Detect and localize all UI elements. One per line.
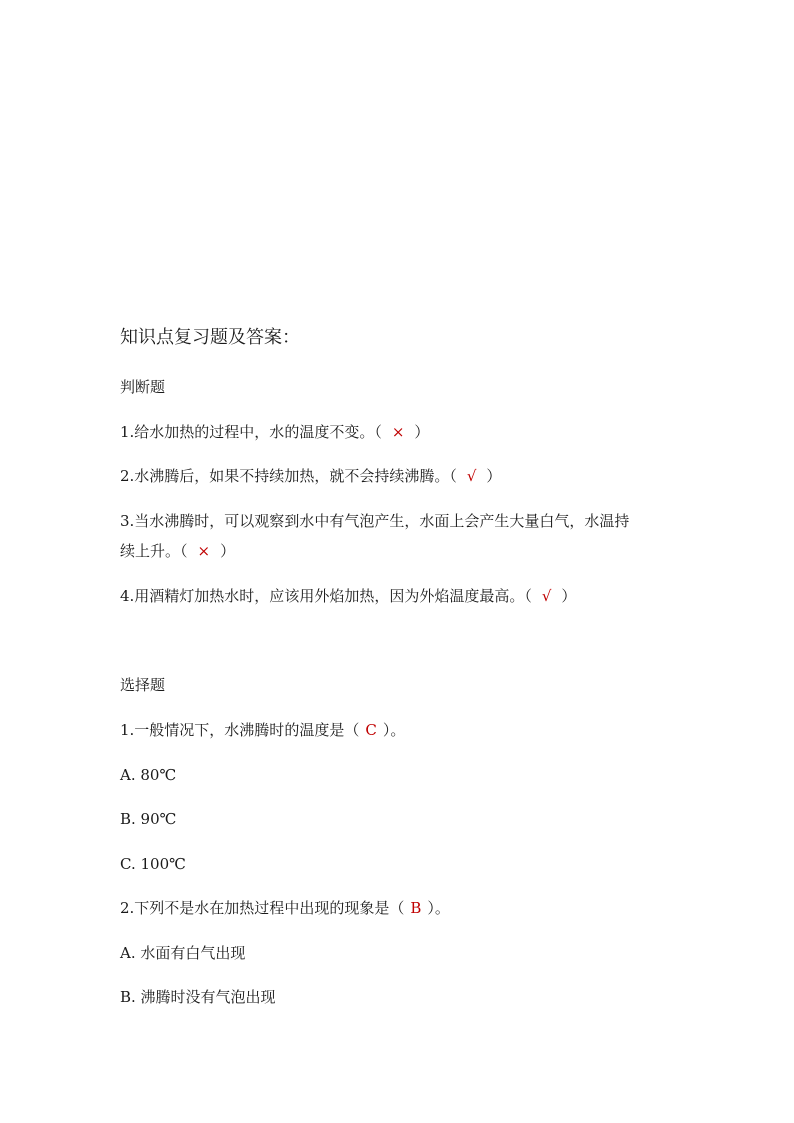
choice-1-option-a: A. 80℃ — [120, 766, 177, 784]
close-paren: ） — [486, 467, 502, 485]
question-text: 1.给水加热的过程中，水的温度不变。（ — [120, 423, 382, 441]
judge-question-4 — [120, 587, 576, 605]
question-text: 续上升。（ — [120, 542, 188, 560]
question-text: 2.水沸腾后，如果不持续加热，就不会持续沸腾。（ — [120, 467, 457, 485]
judge-question-2 — [120, 467, 501, 485]
answer-mark: B — [410, 899, 422, 917]
question-text: 2.下列不是水在加热过程中出现的现象是（ — [120, 899, 405, 917]
close-paren: ）。 — [382, 721, 406, 739]
choice-1-option-b: B. 90℃ — [120, 810, 177, 828]
answer-mark: × — [391, 423, 405, 441]
judge-heading: 判断题 — [120, 378, 166, 396]
choice-2-option-b: B. 沸腾时没有气泡出现 — [120, 988, 276, 1006]
question-text: 1.一般情况下，水沸腾时的温度是（ — [120, 721, 360, 739]
judge-question-1 — [120, 423, 429, 441]
close-paren: ）。 — [427, 899, 450, 917]
answer-mark: √ — [466, 467, 477, 485]
close-paren: ） — [561, 587, 577, 605]
choice-question-2 — [120, 899, 450, 917]
choice-1-option-c: C. 100℃ — [120, 855, 186, 873]
close-paren: ） — [220, 542, 236, 560]
answer-mark: × — [197, 542, 211, 560]
answer-mark: √ — [541, 587, 552, 605]
choice-question-1 — [120, 721, 405, 739]
judge-question-3-line-2 — [120, 542, 235, 560]
choice-heading: 选择题 — [120, 676, 166, 694]
judge-question-3-line-1: 3.当水沸腾时，可以观察到水中有气泡产生，水面上会产生大量白气，水温持 — [120, 512, 630, 530]
question-text: 4.用酒精灯加热水时，应该用外焰加热，因为外焰温度最高。（ — [120, 587, 532, 605]
choice-2-option-a: A. 水面有白气出现 — [120, 944, 246, 962]
answer-mark: C — [365, 721, 377, 739]
page-title: 知识点复习题及答案： — [120, 327, 300, 348]
close-paren: ） — [414, 423, 430, 441]
